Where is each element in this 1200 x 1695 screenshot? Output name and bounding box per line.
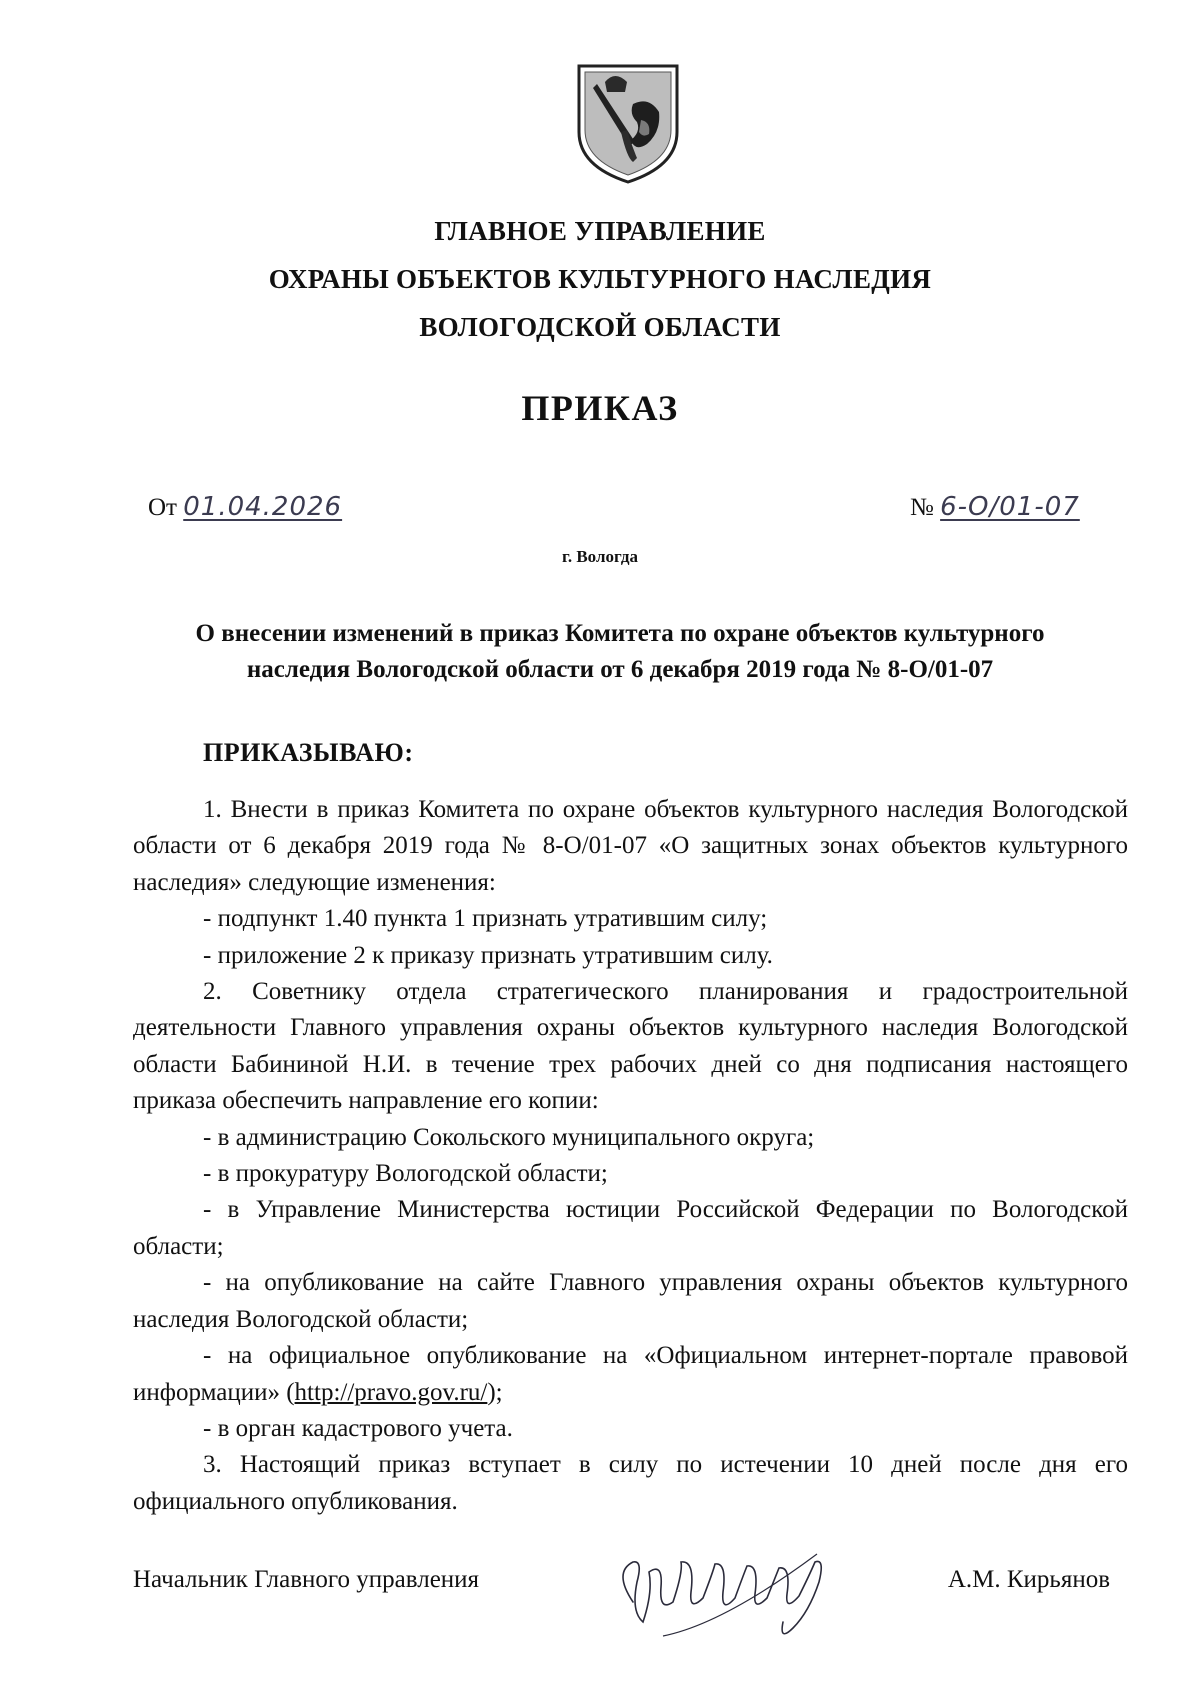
city-label: г. Вологда xyxy=(562,547,638,566)
org-name-line-1: ГЛАВНОЕ УПРАВЛЕНИЕ xyxy=(434,216,766,246)
order-verb: ПРИКАЗЫВАЮ: xyxy=(203,738,414,767)
list-item: - в прокуратуру Вологодской области; xyxy=(203,1160,608,1188)
document-number xyxy=(910,492,1080,522)
list-item: - в орган кадастрового учета. xyxy=(203,1414,513,1442)
document-date xyxy=(148,492,342,522)
handwritten-signature xyxy=(603,1532,853,1652)
list-item: - в Управление Министерства юстиции Российской Федерации по Вологодской области; xyxy=(133,1196,1128,1260)
signature-block xyxy=(133,1562,1128,1642)
date-value: 01.04.2026 xyxy=(183,492,343,522)
pravo-link[interactable]: http://pravo.gov.ru/ xyxy=(294,1378,488,1406)
number-value: 6-О/01-07 xyxy=(940,492,1080,522)
document-type-title: ПРИКАЗ xyxy=(521,388,679,428)
list-item-portal xyxy=(133,1338,1128,1411)
coat-of-arms-icon xyxy=(575,62,681,186)
org-name-line-3: ВОЛОГОДСКОЙ ОБЛАСТИ xyxy=(419,312,781,342)
document-body xyxy=(133,792,1128,1520)
date-label: От xyxy=(148,494,177,521)
portal-text-after: ); xyxy=(487,1378,503,1406)
list-item: - приложение 2 к приказу признать утратившим силу. xyxy=(203,941,773,969)
document-subject: О внесении изменений в приказ Комитета по охране объектов культурного наследия Вологодской области от 6 декабря 2019 года № 8-О/01-07 xyxy=(195,620,1045,683)
list-item: - на опубликование на сайте Главного управления охраны объектов культурного наследия Вологодской области; xyxy=(133,1269,1128,1333)
paragraph-1: 1. Внести в приказ Комитета по охране объектов культурного наследия Вологодской области от 6 декабря 2019 года № 8-О/01-07 «О защитных зонах объектов культурного наследия» следующие изменения: xyxy=(133,796,1128,896)
paragraph-2: 2. Советнику отдела стратегического планирования и градостроительной деятельности Главного управления охраны объектов культурного наследия Вологодской области Бабининой Н.И. в течение трех рабочих дней со дня подписания настоящего приказа обеспечить направление его копии: xyxy=(133,978,1128,1115)
signatory-name: А.М. Кирьянов xyxy=(947,1566,1110,1593)
org-name-line-2: ОХРАНЫ ОБЪЕКТОВ КУЛЬТУРНОГО НАСЛЕДИЯ xyxy=(268,264,932,294)
list-item: - в администрацию Сокольского муниципального округа; xyxy=(203,1123,815,1151)
list-item: - подпункт 1.40 пункта 1 признать утратившим силу; xyxy=(203,905,768,933)
number-label: № xyxy=(910,494,934,521)
signatory-position: Начальник Главного управления xyxy=(133,1566,480,1593)
paragraph-3: 3. Настоящий приказ вступает в силу по истечении 10 дней после дня его официального опубликования. xyxy=(133,1451,1128,1515)
portal-text-before: - на официальное опубликование на «Официальном интернет-портале правовой информации» ( xyxy=(133,1342,1128,1406)
